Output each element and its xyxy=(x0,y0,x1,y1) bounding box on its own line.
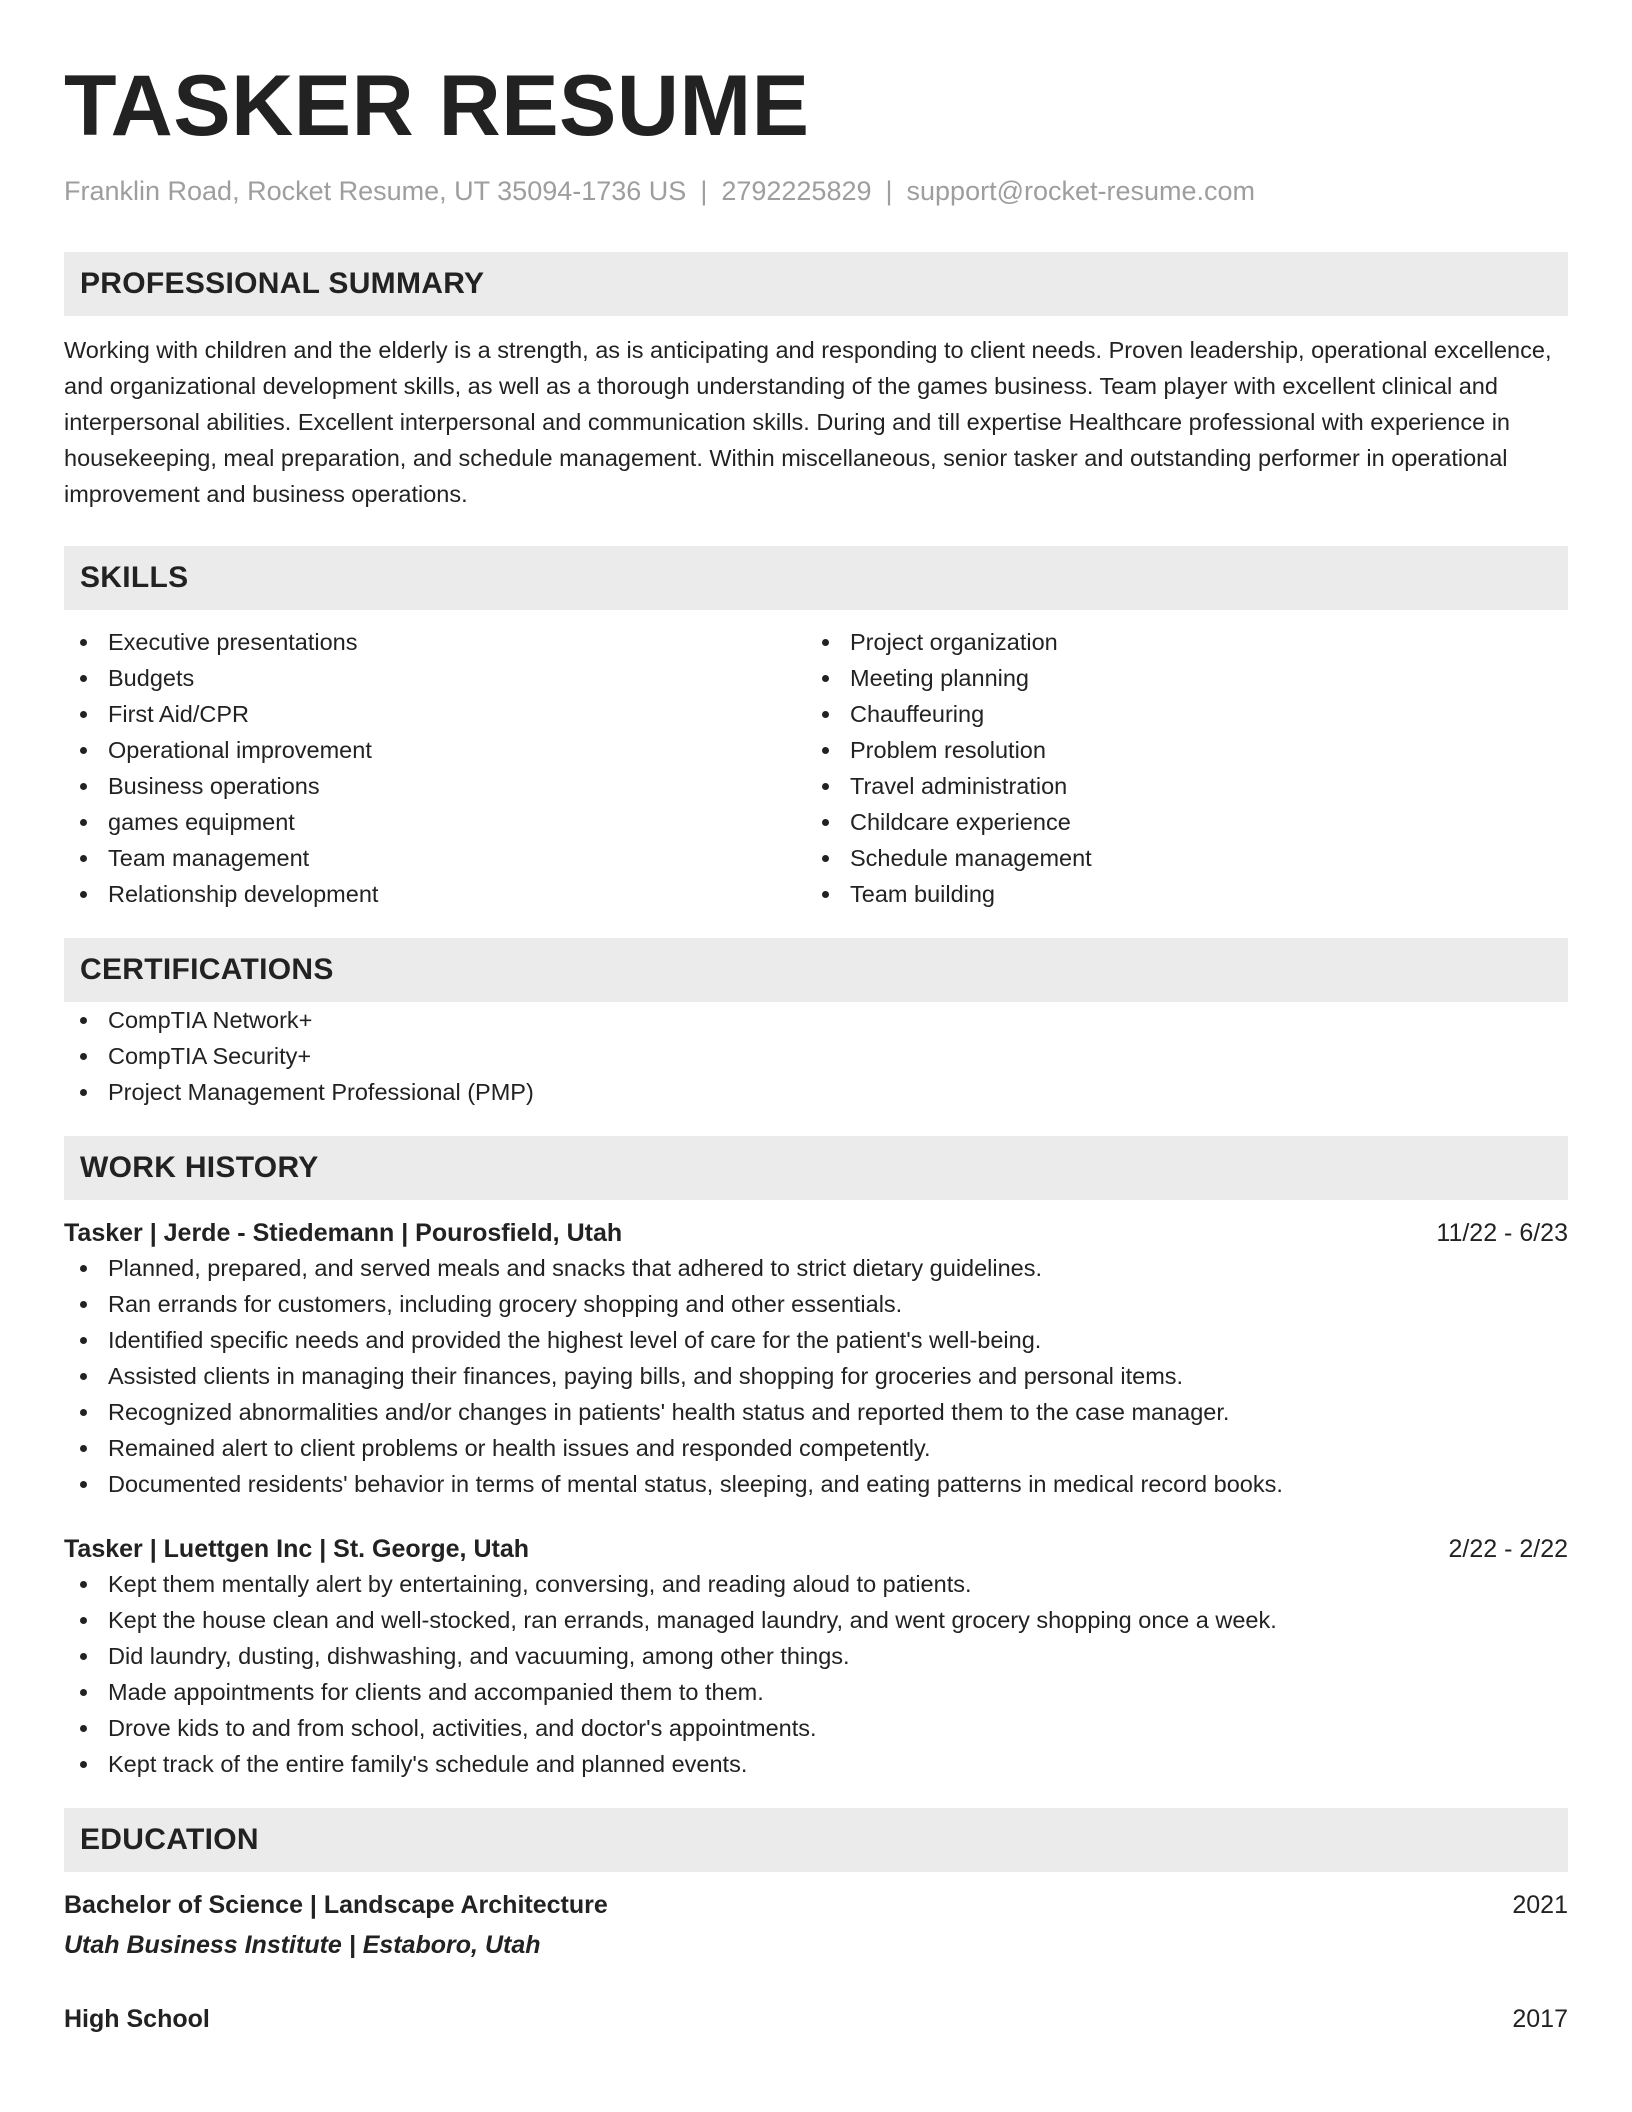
job-duty-item: Kept track of the entire family's schedule and planned events. xyxy=(64,1746,1568,1782)
certification-item: CompTIA Security+ xyxy=(64,1038,1568,1074)
contact-phone: 2792225829 xyxy=(721,176,872,206)
resume-title: TASKER RESUME xyxy=(64,58,810,154)
skills-columns xyxy=(64,624,1568,912)
contact-separator: | xyxy=(700,176,708,206)
job-duty-item: Ran errands for customers, including grocery shopping and other essentials. xyxy=(64,1286,1568,1322)
contact-separator: | xyxy=(885,176,893,206)
job-duty-item: Remained alert to client problems or health issues and responded competently. xyxy=(64,1430,1568,1466)
skill-item: Team management xyxy=(64,840,806,876)
job-duties-list xyxy=(64,1250,1568,1502)
section-heading-certifications: CERTIFICATIONS xyxy=(64,938,1568,1002)
certification-item: CompTIA Network+ xyxy=(64,1002,1568,1038)
job-dates: 11/22 - 6/23 xyxy=(1436,1219,1568,1247)
skill-item: games equipment xyxy=(64,804,806,840)
education-header xyxy=(64,2002,1568,2036)
job-duty-item: Kept the house clean and well-stocked, ran errands, managed laundry, and went grocery shopping once a week. xyxy=(64,1602,1568,1638)
contact-email: support@rocket-resume.com xyxy=(906,176,1256,206)
certifications-list xyxy=(64,1002,1568,1110)
skill-item: Team building xyxy=(806,876,1548,912)
skill-item: Executive presentations xyxy=(64,624,806,660)
skill-item: Operational improvement xyxy=(64,732,806,768)
education-header xyxy=(64,1888,1568,1922)
job-title: Tasker | Jerde - Stiedemann | Pourosfield, Utah xyxy=(64,1219,623,1247)
education-degree: High School xyxy=(64,2005,210,2033)
job-duty-item: Planned, prepared, and served meals and snacks that adhered to strict dietary guidelines. xyxy=(64,1250,1568,1286)
contact-address: Franklin Road, Rocket Resume, UT 35094-1736 US xyxy=(64,176,687,206)
job-duty-item: Kept them mentally alert by entertaining, conversing, and reading aloud to patients. xyxy=(64,1566,1568,1602)
job-duty-item: Did laundry, dusting, dishwashing, and vacuuming, among other things. xyxy=(64,1638,1568,1674)
job-duty-item: Recognized abnormalities and/or changes in patients' health status and reported them to the case manager. xyxy=(64,1394,1568,1430)
job-duty-item: Documented residents' behavior in terms of mental status, sleeping, and eating patterns in medical record books. xyxy=(64,1466,1568,1502)
job-header xyxy=(64,1532,1568,1566)
education-year: 2021 xyxy=(1512,1891,1568,1919)
skill-item: Project organization xyxy=(806,624,1548,660)
section-heading-education: EDUCATION xyxy=(64,1808,1568,1872)
job-duty-item: Assisted clients in managing their finances, paying bills, and shopping for groceries and personal items. xyxy=(64,1358,1568,1394)
skill-item: Meeting planning xyxy=(806,660,1548,696)
education-year: 2017 xyxy=(1512,2005,1568,2033)
summary-text: Working with children and the elderly is a strength, as is anticipating and responding to client needs. Proven leadership, operational excellence, and organizational development skills, as well as a thorough understanding of the games business. Team player with excellent clinical and interpersonal abilities. Excellent interpersonal and communication skills. During and till expertise Healthcare professional with experience in housekeeping, meal preparation, and schedule management. Within miscellaneous, senior tasker and outstanding performer in operational improvement and business operations. xyxy=(64,337,1552,507)
job-header xyxy=(64,1216,1568,1250)
skill-item: Childcare experience xyxy=(806,804,1548,840)
skill-item: Budgets xyxy=(64,660,806,696)
job-duty-item: Identified specific needs and provided the highest level of care for the patient's well-being. xyxy=(64,1322,1568,1358)
section-heading-work-history: WORK HISTORY xyxy=(64,1136,1568,1200)
section-heading-summary: PROFESSIONAL SUMMARY xyxy=(64,252,1568,316)
job-dates: 2/22 - 2/22 xyxy=(1448,1535,1568,1563)
skills-list-left xyxy=(64,624,806,912)
section-heading-skills: SKILLS xyxy=(64,546,1568,610)
skill-item: Schedule management xyxy=(806,840,1548,876)
skill-item: First Aid/CPR xyxy=(64,696,806,732)
skill-item: Business operations xyxy=(64,768,806,804)
contact-line xyxy=(64,174,1568,208)
skill-item: Problem resolution xyxy=(806,732,1548,768)
job-duties-list xyxy=(64,1566,1568,1782)
skill-item: Chauffeuring xyxy=(806,696,1548,732)
skills-list-right xyxy=(806,624,1548,912)
skill-item: Relationship development xyxy=(64,876,806,912)
job-duty-item: Made appointments for clients and accompanied them to them. xyxy=(64,1674,1568,1710)
job-duty-item: Drove kids to and from school, activities, and doctor's appointments. xyxy=(64,1710,1568,1746)
education-degree: Bachelor of Science | Landscape Architecture xyxy=(64,1891,608,1919)
job-title: Tasker | Luettgen Inc | St. George, Utah xyxy=(64,1535,530,1563)
education-school: Utah Business Institute | Estaboro, Utah xyxy=(64,1931,541,1959)
skill-item: Travel administration xyxy=(806,768,1548,804)
certification-item: Project Management Professional (PMP) xyxy=(64,1074,1568,1110)
